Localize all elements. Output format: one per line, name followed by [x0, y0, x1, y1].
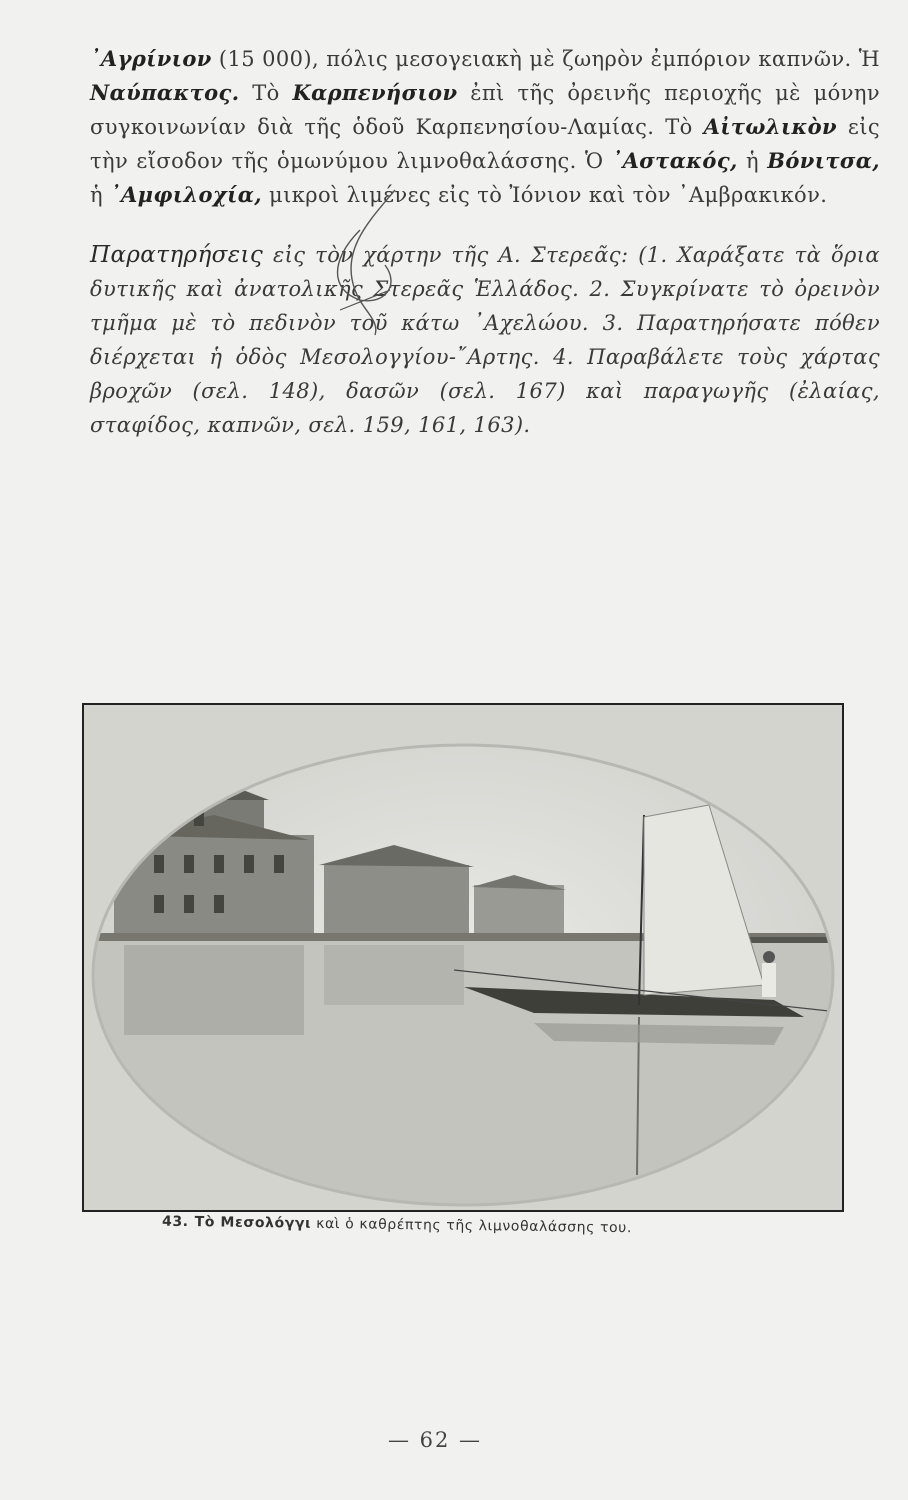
caption-title: Τὸ Μεσολόγγι	[194, 1214, 312, 1232]
photograph-mesolongi	[82, 703, 844, 1212]
town-agrinio: ᾿Αγρίνιον	[90, 46, 212, 71]
observations-intro: εἰς τὸν χάρτην τῆς	[263, 243, 499, 267]
paragraph-towns	[90, 42, 880, 212]
text-nafpaktos: Τὸ	[239, 81, 293, 105]
photo-illustration	[84, 705, 842, 1210]
text-agrinio: (15 000), πόλις μεσογειακὴ μὲ ζωηρὸν ἐμπόριον καπνῶν. Ἡ	[211, 47, 880, 71]
text-karpenisi: ἐπὶ τῆς ὀρεινῆς περιοχῆς μὲ μόνην συγκοινωνίαν διὰ τῆς ὁδοῦ Καρπενησίου-Λαμίας. Τὸ	[90, 81, 881, 139]
figure-caption	[162, 1214, 782, 1239]
observations-heading: Παρατηρήσεις	[90, 242, 264, 268]
town-karpenisi: Καρπενήσιον	[292, 80, 458, 105]
page-number: — 62 —	[387, 1428, 483, 1452]
paragraph-observations	[90, 238, 880, 442]
text-vonitsa: ἡ	[90, 183, 111, 207]
town-aitoliko: Αἰτωλικὸν	[703, 114, 838, 139]
town-vonitsa: Βόνιτσα,	[767, 148, 881, 173]
caption-text: καὶ ὁ καθρέπτης τῆς λιμνοθαλάσσης του.	[311, 1215, 633, 1237]
town-nafpaktos: Ναύπακτος.	[90, 80, 240, 105]
town-amfilochia: ᾿Αμφιλοχία,	[110, 182, 262, 207]
text-astakos: ἡ	[737, 149, 768, 173]
observations-body: Α. Στερεᾶς: (1. Χαράξατε τὰ ὅρια δυτικῆς καὶ ἀνατολικῆς Στερεᾶς Ἑλλάδος. 2. Συγκρίνατε τὸ ὀρεινὸν τμῆμα μὲ τὸ πεδινὸν τοῦ κάτω ᾿Αχελώου. 3. Παρατηρήσατε πόθεν διέρχεται ἡ ὁδὸς Μεσολογγίου-῎Αρτης. 4. Παραβάλετε τοὺς χάρτας βροχῶν (σελ. 148), δασῶν (σελ. 167) καὶ παραγωγῆς (ἐλαίας, σταφίδος, καπνῶν, σελ. 159, 161, 163).	[90, 243, 880, 437]
main-text	[90, 42, 880, 442]
figure-number: 43.	[161, 1213, 189, 1231]
text-aitoliko: εἰς τὴν εἴσοδον τῆς ὁμωνύμου λιμνοθαλάσσης. Ὁ	[90, 115, 881, 173]
pencil-scribble	[300, 170, 420, 340]
text-amfilochia: μικροὶ λιμένες εἰς τὸ Ἰόνιον καὶ τὸν ᾿Αμβρακικόν.	[261, 183, 828, 207]
town-astakos: ᾿Αστακός,	[611, 148, 738, 173]
